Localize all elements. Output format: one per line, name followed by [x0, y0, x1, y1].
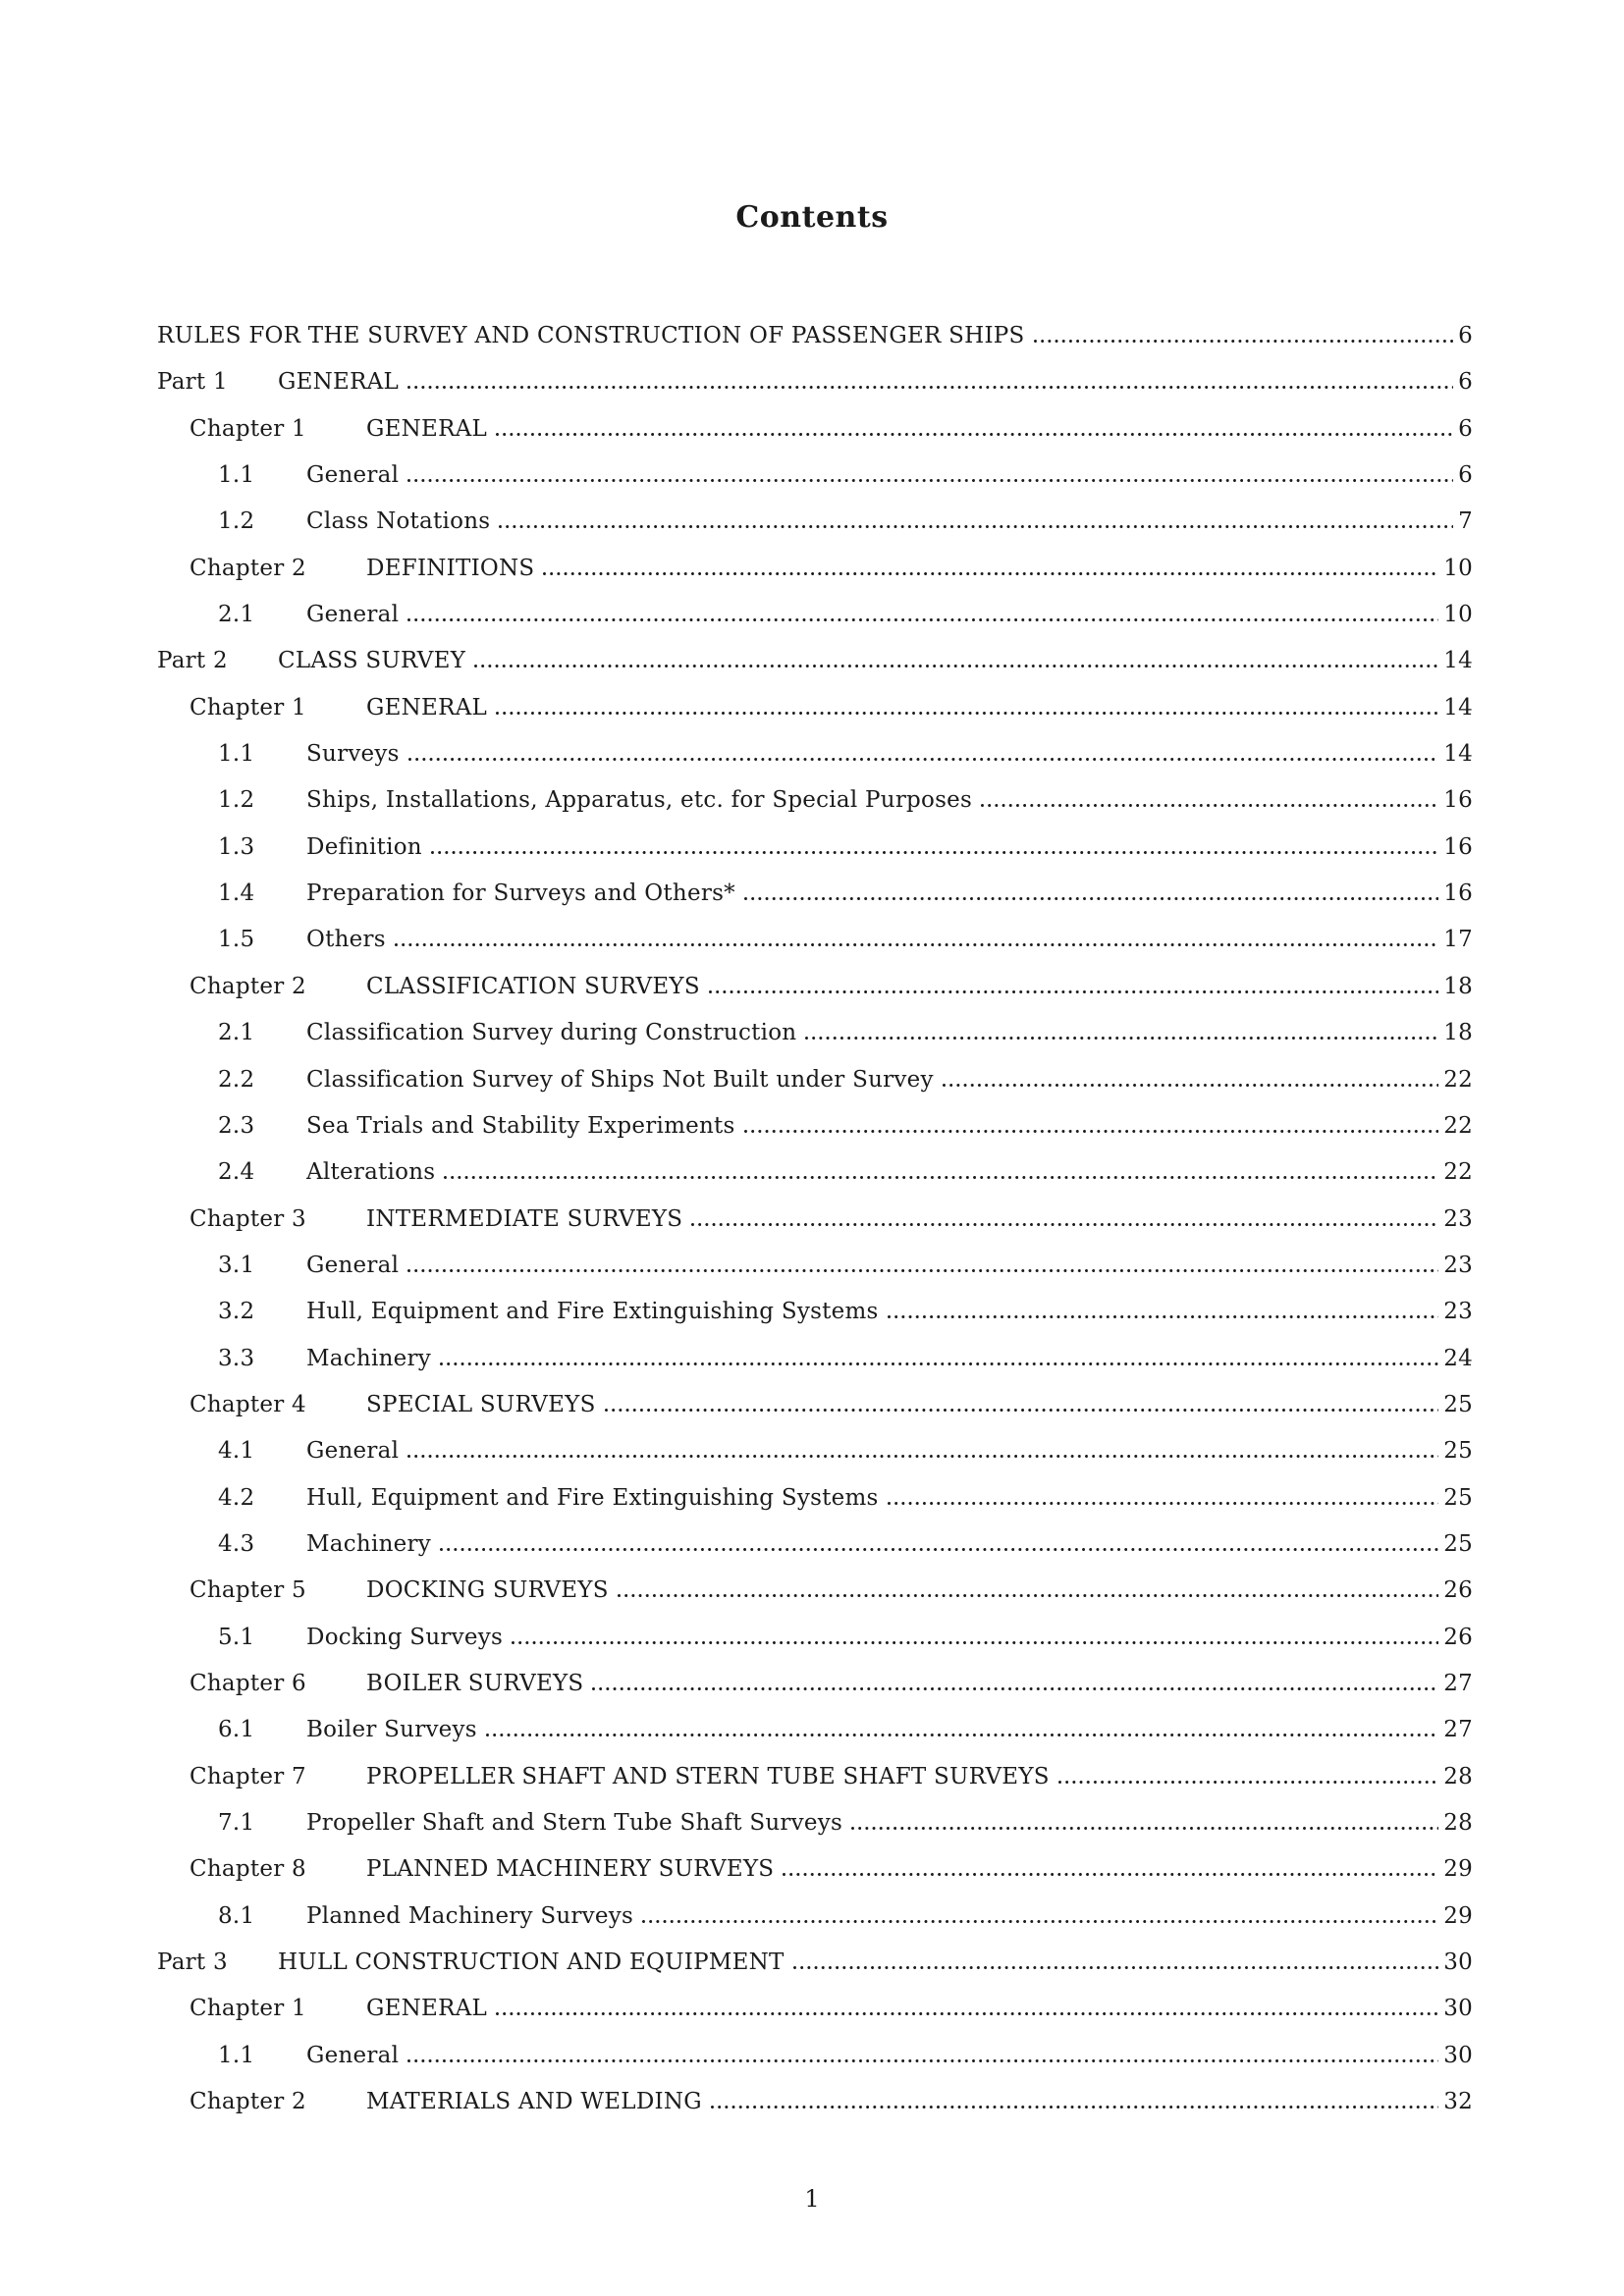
page-title: Contents — [735, 200, 889, 235]
toc-entry-title: Sea Trials and Stability Experiments — [306, 1112, 735, 1139]
toc-entry-page: 25 — [1443, 1391, 1473, 1417]
toc-entry — [157, 1299, 1473, 1345]
toc-entry-title: Machinery — [306, 1530, 431, 1557]
toc-entry — [157, 787, 1473, 833]
toc-entry-title: GENERAL — [278, 369, 400, 396]
toc-entry-label: Part 2 — [157, 648, 228, 674]
toc-entry-title: DEFINITIONS — [366, 555, 535, 581]
dot-leader — [783, 1873, 1438, 1876]
dot-leader — [496, 712, 1438, 715]
toc-entry-page: 30 — [1443, 1949, 1473, 1976]
toc-entry — [157, 1949, 1473, 1996]
toc-entry-label: 1.1 — [218, 741, 255, 768]
toc-entry — [157, 974, 1473, 1020]
toc-entry-label: 1.1 — [218, 462, 255, 489]
dot-leader — [408, 758, 1439, 761]
toc-entry — [157, 602, 1473, 648]
toc-entry-title: Hull, Equipment and Fire Extinguishing Systems — [306, 1299, 879, 1325]
toc-entry — [157, 1625, 1473, 1671]
toc-entry-title: General — [306, 602, 400, 628]
toc-entry-title: CLASS SURVEY — [278, 648, 466, 674]
toc-entry-page: 27 — [1443, 1717, 1473, 1743]
toc-entry-title: Ships, Installations, Apparatus, etc. for Special Purposes — [306, 787, 973, 814]
dot-leader — [496, 433, 1453, 436]
toc-entry-page: 28 — [1443, 1763, 1473, 1789]
toc-entry-label: Chapter 7 — [189, 1763, 306, 1789]
toc-entry-title: INTERMEDIATE SURVEYS — [366, 1205, 683, 1232]
toc-entry-page: 23 — [1443, 1299, 1473, 1325]
toc-entry-page: 6 — [1458, 369, 1473, 396]
toc-entry-page: 27 — [1443, 1670, 1473, 1696]
dot-leader — [851, 1827, 1438, 1830]
dot-leader — [395, 943, 1438, 946]
toc-entry — [157, 323, 1473, 369]
dot-leader — [805, 1037, 1438, 1040]
toc-entry-title: RULES FOR THE SURVEY AND CONSTRUCTION OF PASSENGER SHIPS — [157, 323, 1025, 348]
toc-entry-label: Chapter 4 — [189, 1391, 306, 1417]
toc-entry — [157, 1671, 1473, 1717]
toc-entry-label: 1.2 — [218, 787, 255, 814]
toc-entry-label: Chapter 5 — [189, 1577, 306, 1604]
toc-entry-label: 1.3 — [218, 833, 255, 860]
toc-entry-label: Chapter 2 — [189, 973, 306, 999]
toc-entry — [157, 416, 1473, 462]
dot-leader — [888, 1502, 1439, 1505]
toc-entry — [157, 1020, 1473, 1066]
toc-entry-title: SPECIAL SURVEYS — [366, 1391, 596, 1417]
dot-leader — [744, 897, 1438, 900]
toc-entry — [157, 741, 1473, 787]
toc-entry-page: 24 — [1443, 1345, 1473, 1371]
toc-entry-label: Chapter 1 — [189, 694, 306, 721]
toc-entry-label: Part 3 — [157, 1949, 228, 1976]
toc-entry — [157, 2089, 1473, 2135]
toc-entry-title: Preparation for Surveys and Others* — [306, 881, 735, 907]
toc-entry — [157, 1067, 1473, 1113]
dot-leader — [407, 1455, 1438, 1458]
toc-entry-title: Propeller Shaft and Stern Tube Shaft Surveys — [306, 1810, 843, 1836]
dot-leader — [440, 1548, 1438, 1551]
toc-entry-page: 10 — [1443, 602, 1473, 628]
toc-entry-page: 22 — [1443, 1159, 1473, 1186]
toc-entry-page: 25 — [1443, 1484, 1473, 1511]
toc-entry-page: 23 — [1443, 1205, 1473, 1232]
toc-entry-title: MATERIALS AND WELDING — [366, 2089, 702, 2115]
toc-entry-page: 29 — [1443, 1902, 1473, 1929]
dot-leader — [407, 479, 1453, 482]
toc-entry-label: 1.5 — [218, 927, 255, 953]
toc-entry-title: Docking Surveys — [306, 1624, 504, 1650]
toc-entry-page: 30 — [1443, 1996, 1473, 2022]
dot-leader — [440, 1362, 1438, 1365]
toc-entry-page: 30 — [1443, 2042, 1473, 2068]
toc-entry-label: 3.3 — [218, 1345, 255, 1371]
toc-entry-page: 23 — [1443, 1252, 1473, 1278]
toc-entry-label: Chapter 6 — [189, 1670, 306, 1696]
toc-entry — [157, 695, 1473, 741]
toc-entry-title: General — [306, 1438, 400, 1465]
toc-entry — [157, 1485, 1473, 1531]
toc-entry — [157, 1810, 1473, 1856]
toc-entry-title: GENERAL — [366, 694, 488, 721]
toc-entry-label: 5.1 — [218, 1624, 255, 1650]
toc-entry — [157, 1113, 1473, 1159]
toc-entry-title: Alterations — [306, 1159, 436, 1186]
dot-leader — [543, 572, 1438, 575]
toc-entry-page: 26 — [1443, 1577, 1473, 1604]
toc-entry — [157, 556, 1473, 602]
dot-leader — [711, 2106, 1438, 2109]
toc-entry-label: 2.3 — [218, 1112, 255, 1139]
toc-entry-page: 14 — [1443, 741, 1473, 768]
toc-entry-title: HULL CONSTRUCTION AND EQUIPMENT — [278, 1949, 785, 1976]
toc-entry — [157, 1346, 1473, 1392]
toc-entry-title: Classification Survey during Construction — [306, 1020, 797, 1046]
toc-entry-title: PROPELLER SHAFT AND STERN TUBE SHAFT SURVEYS — [366, 1763, 1050, 1789]
toc-entry-page: 22 — [1443, 1112, 1473, 1139]
toc-entry-label: 2.1 — [218, 602, 255, 628]
toc-entry-title: Surveys — [306, 741, 400, 768]
toc-entry-page: 6 — [1458, 462, 1473, 489]
toc-entry-label: 2.1 — [218, 1020, 255, 1046]
toc-entry-title: Class Notations — [306, 508, 491, 535]
toc-entry-label: Chapter 1 — [189, 415, 306, 442]
toc-entry-label: 3.2 — [218, 1299, 255, 1325]
toc-entry-label: 2.4 — [218, 1159, 255, 1186]
toc-entry-page: 16 — [1443, 881, 1473, 907]
toc-entry-title: General — [306, 462, 400, 489]
toc-entry — [157, 1717, 1473, 1763]
dot-leader — [691, 1223, 1438, 1226]
toc-entry-title: DOCKING SURVEYS — [366, 1577, 609, 1604]
toc-entry-title: GENERAL — [366, 1996, 488, 2022]
dot-leader — [431, 851, 1438, 854]
dot-leader — [1058, 1781, 1438, 1784]
toc-entry-page: 10 — [1443, 555, 1473, 581]
toc-entry — [157, 881, 1473, 927]
toc-entry-page: 25 — [1443, 1438, 1473, 1465]
page-number-footer: 1 — [804, 2185, 820, 2213]
toc-entry-page: 7 — [1458, 508, 1473, 535]
toc-entry-page: 22 — [1443, 1066, 1473, 1093]
toc-entry-page: 14 — [1443, 648, 1473, 674]
dot-leader — [981, 804, 1438, 807]
toc-entry — [157, 1438, 1473, 1484]
toc-entry-label: 7.1 — [218, 1810, 255, 1836]
toc-entry-label: Part 1 — [157, 369, 228, 396]
toc-entry — [157, 927, 1473, 973]
toc-entry — [157, 834, 1473, 881]
toc-entry-label: 8.1 — [218, 1902, 255, 1929]
dot-leader — [486, 1734, 1438, 1736]
dot-leader — [407, 386, 1453, 389]
toc-entry-label: 1.2 — [218, 508, 255, 535]
dot-leader — [496, 2012, 1438, 2015]
toc-entry-title: CLASSIFICATION SURVEYS — [366, 973, 700, 999]
toc-entry — [157, 1764, 1473, 1810]
toc-entry-label: 2.2 — [218, 1066, 255, 1093]
dot-leader — [407, 1269, 1438, 1272]
toc-list — [157, 323, 1473, 2135]
toc-entry-title: Machinery — [306, 1345, 431, 1371]
toc-entry-title: BOILER SURVEYS — [366, 1670, 584, 1696]
toc-entry-page: 6 — [1458, 323, 1473, 348]
toc-entry — [157, 1253, 1473, 1299]
toc-entry-title: Others — [306, 927, 386, 953]
toc-entry — [157, 1531, 1473, 1577]
toc-entry-label: 4.1 — [218, 1438, 255, 1465]
dot-leader — [618, 1594, 1439, 1597]
toc-entry-page: 26 — [1443, 1624, 1473, 1650]
dot-leader — [1034, 340, 1454, 343]
toc-entry — [157, 1577, 1473, 1624]
dot-leader — [943, 1084, 1438, 1087]
toc-entry-label: Chapter 2 — [189, 2089, 306, 2115]
dot-leader — [642, 1920, 1438, 1923]
toc-entry-label: 4.3 — [218, 1530, 255, 1557]
toc-entry-page: 28 — [1443, 1810, 1473, 1836]
toc-entry — [157, 1996, 1473, 2042]
toc-entry-label: Chapter 1 — [189, 1996, 306, 2022]
dot-leader — [474, 665, 1438, 667]
toc-entry-title: Hull, Equipment and Fire Extinguishing Systems — [306, 1484, 879, 1511]
toc-entry-label: 1.4 — [218, 881, 255, 907]
toc-entry-title: General — [306, 1252, 400, 1278]
toc-entry — [157, 2043, 1473, 2089]
dot-leader — [407, 2059, 1438, 2062]
toc-entry-page: 29 — [1443, 1856, 1473, 1883]
toc-entry-title: Planned Machinery Surveys — [306, 1902, 634, 1929]
toc-entry-label: Chapter 3 — [189, 1205, 306, 1232]
toc-entry-title: General — [306, 2042, 400, 2068]
toc-entry-page: 6 — [1458, 415, 1473, 442]
dot-leader — [407, 618, 1438, 621]
toc-entry — [157, 1206, 1473, 1253]
toc-entry-page: 16 — [1443, 787, 1473, 814]
toc-entry — [157, 369, 1473, 415]
toc-entry — [157, 648, 1473, 694]
dot-leader — [592, 1687, 1438, 1690]
toc-entry — [157, 462, 1473, 508]
toc-entry-page: 32 — [1443, 2089, 1473, 2115]
toc-entry — [157, 508, 1473, 555]
toc-entry-title: Definition — [306, 833, 422, 860]
toc-entry — [157, 1392, 1473, 1438]
toc-entry-title: GENERAL — [366, 415, 488, 442]
dot-leader — [512, 1641, 1438, 1644]
toc-entry-label: Chapter 2 — [189, 555, 306, 581]
toc-entry-label: Chapter 8 — [189, 1856, 306, 1883]
dot-leader — [793, 1966, 1439, 1969]
toc-entry-label: 6.1 — [218, 1717, 255, 1743]
toc-entry-title: Boiler Surveys — [306, 1717, 477, 1743]
toc-entry-title: Classification Survey of Ships Not Built under Survey — [306, 1066, 934, 1093]
toc-entry-page: 25 — [1443, 1530, 1473, 1557]
toc-entry — [157, 1159, 1473, 1205]
toc-entry-page: 14 — [1443, 694, 1473, 721]
toc-entry — [157, 1903, 1473, 1949]
toc-entry-title: PLANNED MACHINERY SURVEYS — [366, 1856, 775, 1883]
dot-leader — [888, 1315, 1439, 1318]
dot-leader — [744, 1130, 1439, 1133]
dot-leader — [709, 990, 1438, 993]
toc-entry-label: 1.1 — [218, 2042, 255, 2068]
dot-leader — [444, 1176, 1438, 1179]
toc-entry-page: 16 — [1443, 833, 1473, 860]
dot-leader — [605, 1409, 1439, 1412]
dot-leader — [499, 525, 1453, 528]
toc-entry-page: 17 — [1443, 927, 1473, 953]
toc-entry-page: 18 — [1443, 1020, 1473, 1046]
toc-entry-label: 3.1 — [218, 1252, 255, 1278]
toc-entry-page: 18 — [1443, 973, 1473, 999]
toc-entry — [157, 1856, 1473, 1902]
toc-entry-label: 4.2 — [218, 1484, 255, 1511]
